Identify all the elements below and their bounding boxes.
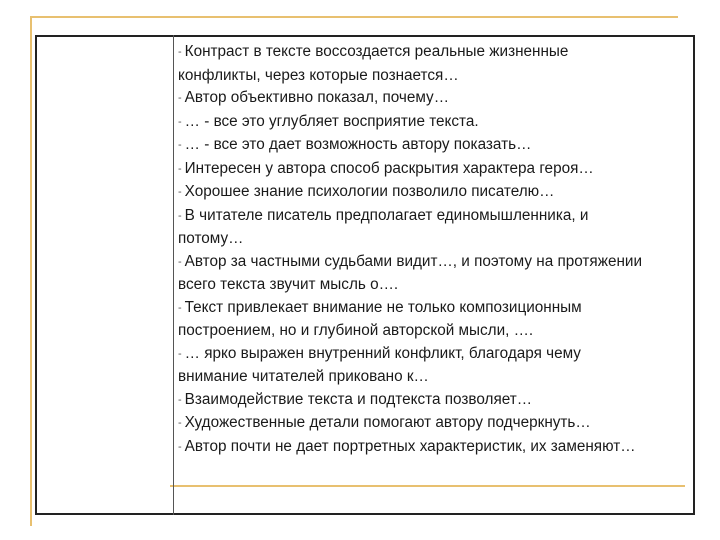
- list-item: [178, 205, 648, 251]
- bullet-dash: -: [178, 440, 182, 453]
- list-item-text: Автор объективно показал, почему…: [184, 89, 450, 106]
- bullet-dash: -: [178, 186, 182, 198]
- list-item: [178, 251, 648, 297]
- list-item-text: … - все это дает возможность автору показать…: [184, 136, 532, 153]
- list-item: [178, 181, 648, 205]
- list-item: [178, 343, 648, 389]
- list-item-text: Взаимодействие текста и подтекста позволяет…: [184, 390, 533, 408]
- list-item: [178, 41, 648, 87]
- list-item: [178, 436, 648, 460]
- bullet-dash: -: [178, 115, 182, 128]
- list-item-text: Автор почти не дает портретных характеристик, их заменяют…: [184, 437, 636, 455]
- list-item: [178, 134, 648, 158]
- bullet-dash: -: [178, 255, 182, 268]
- list-item-text: Интересен у автора способ раскрытия характера героя…: [184, 159, 594, 177]
- bullet-dash: -: [178, 393, 182, 406]
- phrase-list: [178, 41, 648, 459]
- column-divider: [173, 35, 174, 515]
- list-item-text: Контраст в тексте воссоздается реальные жизненные конфликты, через которые познается…: [178, 43, 569, 84]
- list-item: [178, 87, 648, 111]
- bullet-dash: -: [178, 139, 182, 151]
- list-item: [178, 412, 648, 436]
- bullet-dash: -: [178, 417, 182, 429]
- list-item: [178, 297, 648, 343]
- list-item-text: Автор за частными судьбами видит…, и поэтому на протяжении всего текста звучит мысль о….: [178, 252, 642, 293]
- list-item-text: Текст привлекает внимание не только композиционным построением, но и глубиной авторской мысли, ….: [178, 298, 582, 339]
- bullet-dash: -: [178, 46, 182, 58]
- list-item: [178, 111, 648, 135]
- list-item-text: … - все это углубляет восприятие текста.: [184, 112, 479, 130]
- bullet-dash: -: [178, 347, 182, 360]
- bullet-dash: -: [178, 162, 182, 175]
- list-item: [178, 158, 648, 182]
- left-accent-line: [30, 16, 32, 526]
- bullet-dash: -: [178, 92, 182, 104]
- bullet-dash: -: [178, 301, 182, 314]
- list-item: [178, 389, 648, 413]
- bullet-dash: -: [178, 209, 182, 222]
- list-item-text: В читателе писатель предполагает единомышленника, и потому…: [178, 206, 589, 247]
- list-item-text: Художественные детали помогают автору подчеркнуть…: [184, 414, 591, 431]
- list-item-text: … ярко выражен внутренний конфликт, благодаря чему внимание читателей приковано к…: [178, 344, 581, 385]
- top-accent-line: [30, 16, 678, 18]
- list-item-text: Хорошее знание психологии позволило писателю…: [184, 183, 555, 200]
